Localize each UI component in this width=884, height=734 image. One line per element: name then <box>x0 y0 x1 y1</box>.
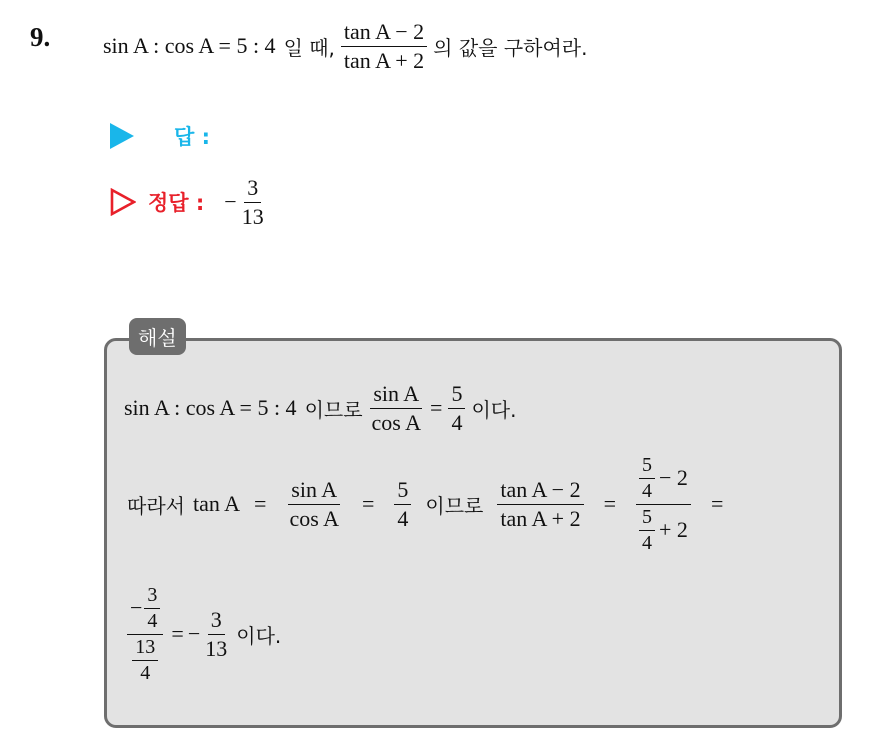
equals: = <box>171 621 184 646</box>
problem-number: 9. <box>30 22 51 52</box>
frac-den: 4 <box>642 531 653 554</box>
solution-line-2 <box>127 444 737 564</box>
result-fraction <box>202 608 230 659</box>
thirteen-over-four <box>132 637 158 684</box>
play-triangle-icon <box>110 123 134 149</box>
solution-tag: 해설 <box>129 318 186 355</box>
answer-label: 답 : <box>174 125 210 149</box>
solution-ida-1: 이다. <box>471 397 517 422</box>
three-over-four <box>144 585 160 632</box>
correct-answer-den: 13 <box>241 203 264 229</box>
problem-ratio: sin A : cos A = 5 : 4 <box>103 33 276 58</box>
problem-frac-den: tan A + 2 <box>343 47 425 73</box>
compound-den <box>636 505 691 554</box>
correct-answer-sign: − <box>224 189 237 214</box>
frac-den: 4 <box>451 409 463 435</box>
compound-num <box>636 455 691 505</box>
frac-den: tan A + 2 <box>500 505 581 531</box>
frac-num: sin A <box>288 478 340 504</box>
frac-num: 5 <box>639 507 655 531</box>
equals: = <box>430 395 443 420</box>
minus: − <box>130 595 143 621</box>
frac-den: 4 <box>642 479 653 502</box>
solution-line-1 <box>124 370 516 446</box>
frac-num: 3 <box>208 608 225 634</box>
equals: = <box>254 491 267 516</box>
sin-over-cos <box>369 382 425 433</box>
five-over-four <box>639 507 655 554</box>
compound-fraction <box>636 455 691 554</box>
solution-ttaraseo: 따라서 <box>127 493 185 518</box>
five-over-four <box>394 478 411 529</box>
correct-answer-row <box>110 172 273 232</box>
frac-num: 5 <box>394 478 411 504</box>
tan-fraction <box>497 478 583 529</box>
frac-den: cos A <box>371 409 422 435</box>
solution-ida-3: 이다. <box>236 623 282 648</box>
answer-row <box>110 118 210 154</box>
frac-num: tan A − 2 <box>497 478 583 504</box>
five-over-four <box>639 455 655 502</box>
frac-den: cos A <box>289 505 339 531</box>
frac-den: 4 <box>140 661 151 684</box>
frac-den: 4 <box>147 609 158 632</box>
big-den <box>129 635 161 684</box>
big-num <box>127 585 163 635</box>
frac-num: sin A <box>370 382 422 408</box>
correct-answer-value <box>239 176 267 227</box>
frac-den: 13 <box>205 635 228 661</box>
problem-statement <box>103 8 587 84</box>
equals: = <box>710 491 724 516</box>
frac-den: 4 <box>397 505 409 531</box>
minus: − <box>187 621 201 646</box>
correct-answer-label: 정답 : <box>148 191 205 215</box>
sin-over-cos <box>286 478 342 529</box>
correct-answer-num: 3 <box>244 176 261 202</box>
problem-ask: 의 값을 구하여라. <box>433 35 588 60</box>
equals: = <box>361 491 375 516</box>
frac-num: 5 <box>448 382 465 408</box>
frac-num: 5 <box>639 455 655 479</box>
big-compound-fraction <box>127 585 163 684</box>
solution-imuro-1: 이므로 <box>304 397 363 422</box>
plus-two: + 2 <box>659 517 688 543</box>
outline-triangle-icon <box>110 188 136 216</box>
equals: = <box>603 491 617 516</box>
frac-num: 13 <box>132 637 158 661</box>
problem-fraction <box>341 20 427 71</box>
solution-line-3 <box>127 570 281 698</box>
five-over-four <box>448 382 465 433</box>
solution-ratio: sin A : cos A = 5 : 4 <box>124 395 297 420</box>
problem-frac-num: tan A − 2 <box>341 20 427 46</box>
frac-num: 3 <box>144 585 160 609</box>
tanA: tan A <box>192 491 241 516</box>
solution-imuro-2: 이므로 <box>425 493 484 518</box>
minus-two: − 2 <box>659 465 688 491</box>
problem-when: 일 때, <box>283 35 335 60</box>
